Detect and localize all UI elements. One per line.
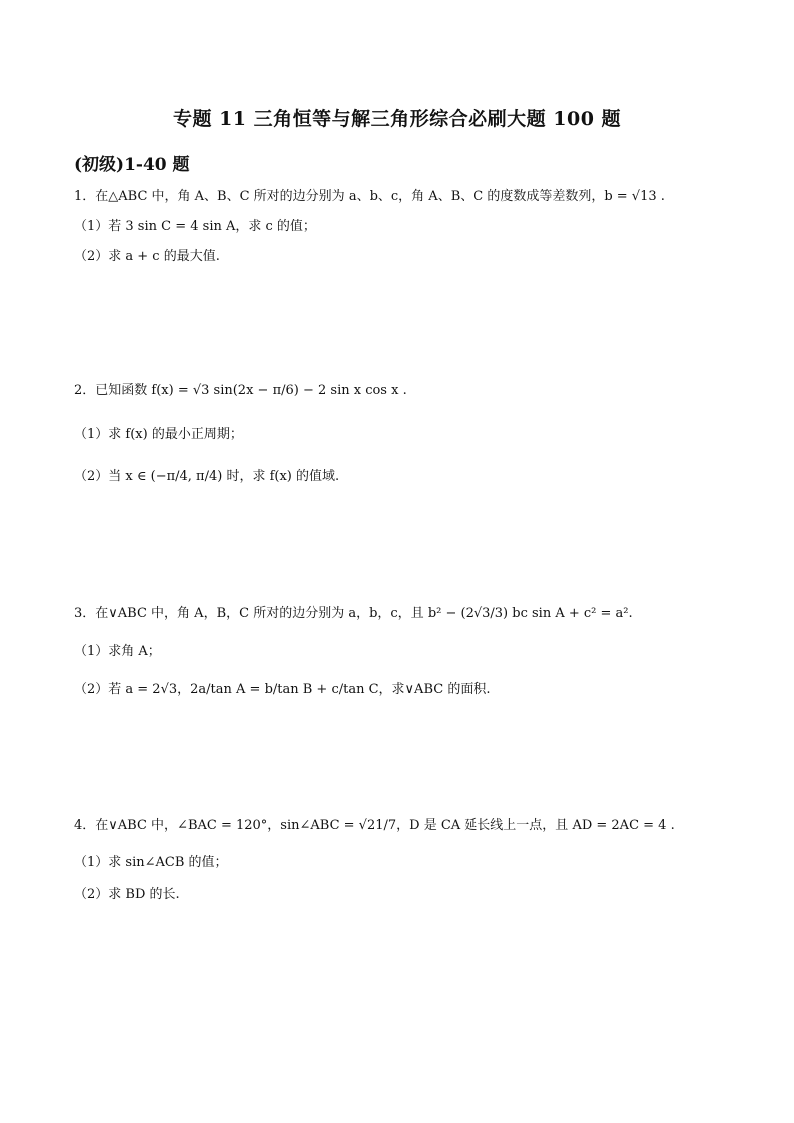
- problem-2-part-1: （1）求 f(x) 的最小正周期；: [74, 427, 243, 442]
- problem-3-part-2: （2）若 a = 2√3，2a/tan A = b/tan B + c/tan C，求∨ABC 的面积.: [74, 682, 491, 697]
- problem-1-part-2: （2）求 a + c 的最大值.: [74, 249, 220, 264]
- problem-1-part-1: （1）若 3 sin C = 4 sin A，求 c 的值；: [74, 219, 316, 234]
- problem-3-stem: 3．在∨ABC 中，角 A，B，C 所对的边分别为 a，b，c，且 b² − (2√3/3) bc sin A + c² = a².: [74, 606, 633, 621]
- problem-4-part-1: （1）求 sin∠ACB 的值；: [74, 855, 228, 870]
- problem-3-part-1: （1）求角 A；: [74, 644, 161, 659]
- page-title: 专题 11 三角恒等与解三角形综合必刷大题 100 题: [172, 108, 622, 130]
- problem-1-stem: 1．在△ABC 中，角 A、B、C 所对的边分别为 a、b、c，角 A、B、C 的度数成等差数列，b = √13 .: [74, 189, 665, 204]
- section-heading: (初级)1-40 题: [74, 155, 190, 175]
- problem-2-part-2: （2）当 x ∈ (−π/4, π/4) 时，求 f(x) 的值域.: [74, 469, 340, 484]
- problem-4-part-2: （2）求 BD 的长.: [74, 887, 180, 902]
- problem-2-stem: 2．已知函数 f(x) = √3 sin(2x − π/6) − 2 sin x cos x .: [74, 383, 407, 398]
- problem-4-stem: 4．在∨ABC 中，∠BAC = 120°，sin∠ABC = √21/7，D 是 CA 延长线上一点，且 AD = 2AC = 4 .: [74, 818, 675, 833]
